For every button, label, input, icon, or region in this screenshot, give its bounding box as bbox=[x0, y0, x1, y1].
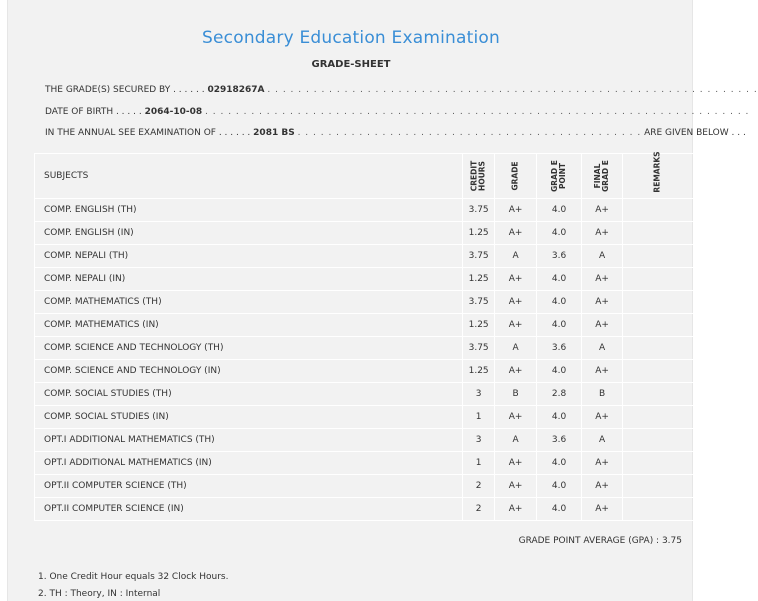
credit-hours-cell: 2 bbox=[463, 475, 495, 498]
grade-point-cell: 4.0 bbox=[537, 314, 582, 337]
remarks-cell bbox=[623, 268, 694, 291]
grade-cell: B bbox=[495, 383, 537, 406]
grade-cell: A+ bbox=[495, 360, 537, 383]
remarks-cell bbox=[623, 291, 694, 314]
gpa-summary: GRADE POINT AVERAGE (GPA) : 3.75 bbox=[518, 536, 682, 546]
subject-cell: COMP. SOCIAL STUDIES (TH) bbox=[35, 383, 463, 406]
table-row bbox=[35, 406, 694, 429]
remarks-cell bbox=[623, 429, 694, 452]
exam-suffix: ARE GIVEN BELOW . . . bbox=[644, 128, 746, 138]
credit-hours-cell: 2 bbox=[463, 498, 495, 521]
grade-cell: A+ bbox=[495, 498, 537, 521]
table-row bbox=[35, 337, 694, 360]
dob-label: DATE OF BIRTH . . . . . bbox=[45, 107, 142, 117]
subject-cell: COMP. ENGLISH (IN) bbox=[35, 222, 463, 245]
final-grade-cell: A+ bbox=[582, 314, 623, 337]
table-row bbox=[35, 222, 694, 245]
credit-hours-cell: 3.75 bbox=[463, 199, 495, 222]
final-grade-cell: A+ bbox=[582, 291, 623, 314]
grade-cell: A+ bbox=[495, 452, 537, 475]
final-grade-cell: A bbox=[582, 337, 623, 360]
exam-title: Secondary Education Examination bbox=[202, 28, 500, 48]
header-grade: GRADE bbox=[495, 154, 537, 199]
table-row bbox=[35, 383, 694, 406]
final-grade-cell: B bbox=[582, 383, 623, 406]
exam-line: IN THE ANNUAL SEE EXAMINATION OF . . . . . . 2081 BS . . . . . . . . . . . . . . . . . . . . . . . . . . . . . . . . . . . . . . . . . . . . . ARE GIVEN BELOW . . . bbox=[45, 128, 746, 138]
remarks-cell bbox=[623, 475, 694, 498]
table-header-row bbox=[35, 154, 694, 199]
credit-hours-cell: 3.75 bbox=[463, 245, 495, 268]
remarks-cell bbox=[623, 360, 694, 383]
header-remarks: REMARKS bbox=[623, 154, 694, 199]
subject-cell: OPT.II COMPUTER SCIENCE (TH) bbox=[35, 475, 463, 498]
grade-sheet bbox=[7, 0, 758, 601]
final-grade-cell: A+ bbox=[582, 268, 623, 291]
credit-hours-cell: 3.75 bbox=[463, 291, 495, 314]
subject-cell: COMP. SCIENCE AND TECHNOLOGY (IN) bbox=[35, 360, 463, 383]
credit-hours-cell: 1 bbox=[463, 452, 495, 475]
credit-hours-cell: 3.75 bbox=[463, 337, 495, 360]
final-grade-cell: A bbox=[582, 429, 623, 452]
credit-hours-cell: 1.25 bbox=[463, 268, 495, 291]
subject-cell: OPT.II COMPUTER SCIENCE (IN) bbox=[35, 498, 463, 521]
secured-by-label: THE GRADE(S) SECURED BY . . . . . . bbox=[45, 85, 205, 95]
grade-cell: A+ bbox=[495, 291, 537, 314]
remarks-cell bbox=[623, 337, 694, 360]
remarks-cell bbox=[623, 406, 694, 429]
grade-point-cell: 3.6 bbox=[537, 429, 582, 452]
grade-cell: A+ bbox=[495, 268, 537, 291]
table-row bbox=[35, 245, 694, 268]
remarks-cell bbox=[623, 452, 694, 475]
final-grade-cell: A+ bbox=[582, 199, 623, 222]
table-row bbox=[35, 314, 694, 337]
grade-cell: A+ bbox=[495, 222, 537, 245]
header-subjects: SUBJECTS bbox=[35, 154, 463, 199]
credit-hours-cell: 3 bbox=[463, 429, 495, 452]
remarks-cell bbox=[623, 245, 694, 268]
grade-point-cell: 3.6 bbox=[537, 245, 582, 268]
sheet-subtitle: GRADE-SHEET bbox=[311, 59, 391, 70]
table-row bbox=[35, 199, 694, 222]
final-grade-cell: A+ bbox=[582, 360, 623, 383]
secured-by-line: THE GRADE(S) SECURED BY . . . . . . 02918267A . . . . . . . . . . . . . . . . . . . . . . . . . . . . . . . . . . . . . . . . . . . . . . . . . . . . . . . . . . . . . . . . bbox=[45, 85, 758, 95]
subject-cell: OPT.I ADDITIONAL MATHEMATICS (TH) bbox=[35, 429, 463, 452]
grade-point-cell: 4.0 bbox=[537, 360, 582, 383]
credit-hours-cell: 1.25 bbox=[463, 222, 495, 245]
grade-point-cell: 3.6 bbox=[537, 337, 582, 360]
grade-cell: A+ bbox=[495, 406, 537, 429]
remarks-cell bbox=[623, 314, 694, 337]
subject-cell: COMP. MATHEMATICS (TH) bbox=[35, 291, 463, 314]
final-grade-cell: A+ bbox=[582, 452, 623, 475]
grade-cell: A bbox=[495, 337, 537, 360]
final-grade-cell: A+ bbox=[582, 475, 623, 498]
grade-cell: A+ bbox=[495, 314, 537, 337]
table-row bbox=[35, 475, 694, 498]
header-final-grade: FINAL GRAD E bbox=[582, 154, 623, 199]
grade-point-cell: 4.0 bbox=[537, 498, 582, 521]
grade-cell: A+ bbox=[495, 199, 537, 222]
grade-point-cell: 4.0 bbox=[537, 268, 582, 291]
table-row bbox=[35, 498, 694, 521]
grade-point-cell: 4.0 bbox=[537, 406, 582, 429]
grade-cell: A bbox=[495, 245, 537, 268]
grade-point-cell: 4.0 bbox=[537, 291, 582, 314]
exam-year: 2081 BS bbox=[253, 128, 295, 138]
subject-cell: COMP. MATHEMATICS (IN) bbox=[35, 314, 463, 337]
exam-label: IN THE ANNUAL SEE EXAMINATION OF . . . . . . bbox=[45, 128, 251, 138]
grade-cell: A+ bbox=[495, 475, 537, 498]
grades-table bbox=[34, 153, 694, 521]
remarks-cell bbox=[623, 199, 694, 222]
table-row bbox=[35, 360, 694, 383]
subject-cell: OPT.I ADDITIONAL MATHEMATICS (IN) bbox=[35, 452, 463, 475]
grade-point-cell: 2.8 bbox=[537, 383, 582, 406]
table-row bbox=[35, 429, 694, 452]
grade-point-cell: 4.0 bbox=[537, 199, 582, 222]
dob-line: DATE OF BIRTH . . . . . 2064-10-08 . . . . . . . . . . . . . . . . . . . . . . . . . . . . . . . . . . . . . . . . . . . . . . . . . . . . . . . . . . . . . . . . . . . . . . . bbox=[45, 107, 750, 117]
remarks-cell bbox=[623, 383, 694, 406]
credit-hours-cell: 1 bbox=[463, 406, 495, 429]
table-row bbox=[35, 452, 694, 475]
grade-point-cell: 4.0 bbox=[537, 222, 582, 245]
remarks-cell bbox=[623, 498, 694, 521]
note-credit-hour: 1. One Credit Hour equals 32 Clock Hours. bbox=[38, 572, 229, 582]
header-grade-point: GRAD E POINT bbox=[537, 154, 582, 199]
table-row bbox=[35, 268, 694, 291]
final-grade-cell: A+ bbox=[582, 498, 623, 521]
credit-hours-cell: 1.25 bbox=[463, 360, 495, 383]
grade-point-cell: 4.0 bbox=[537, 475, 582, 498]
subject-cell: COMP. SCIENCE AND TECHNOLOGY (TH) bbox=[35, 337, 463, 360]
final-grade-cell: A bbox=[582, 245, 623, 268]
subject-cell: COMP. NEPALI (IN) bbox=[35, 268, 463, 291]
subject-cell: COMP. SOCIAL STUDIES (IN) bbox=[35, 406, 463, 429]
subject-cell: COMP. NEPALI (TH) bbox=[35, 245, 463, 268]
final-grade-cell: A+ bbox=[582, 222, 623, 245]
dob-value: 2064-10-08 bbox=[144, 107, 203, 117]
final-grade-cell: A+ bbox=[582, 406, 623, 429]
symbol-number: 02918267A bbox=[207, 85, 265, 95]
subject-cell: COMP. ENGLISH (TH) bbox=[35, 199, 463, 222]
credit-hours-cell: 3 bbox=[463, 383, 495, 406]
credit-hours-cell: 1.25 bbox=[463, 314, 495, 337]
table-row bbox=[35, 291, 694, 314]
note-abbreviations: 2. TH : Theory, IN : Internal bbox=[38, 589, 161, 599]
grade-point-cell: 4.0 bbox=[537, 452, 582, 475]
header-credit-hours: CREDIT HOURS bbox=[463, 154, 495, 199]
remarks-cell bbox=[623, 222, 694, 245]
grade-cell: A bbox=[495, 429, 537, 452]
